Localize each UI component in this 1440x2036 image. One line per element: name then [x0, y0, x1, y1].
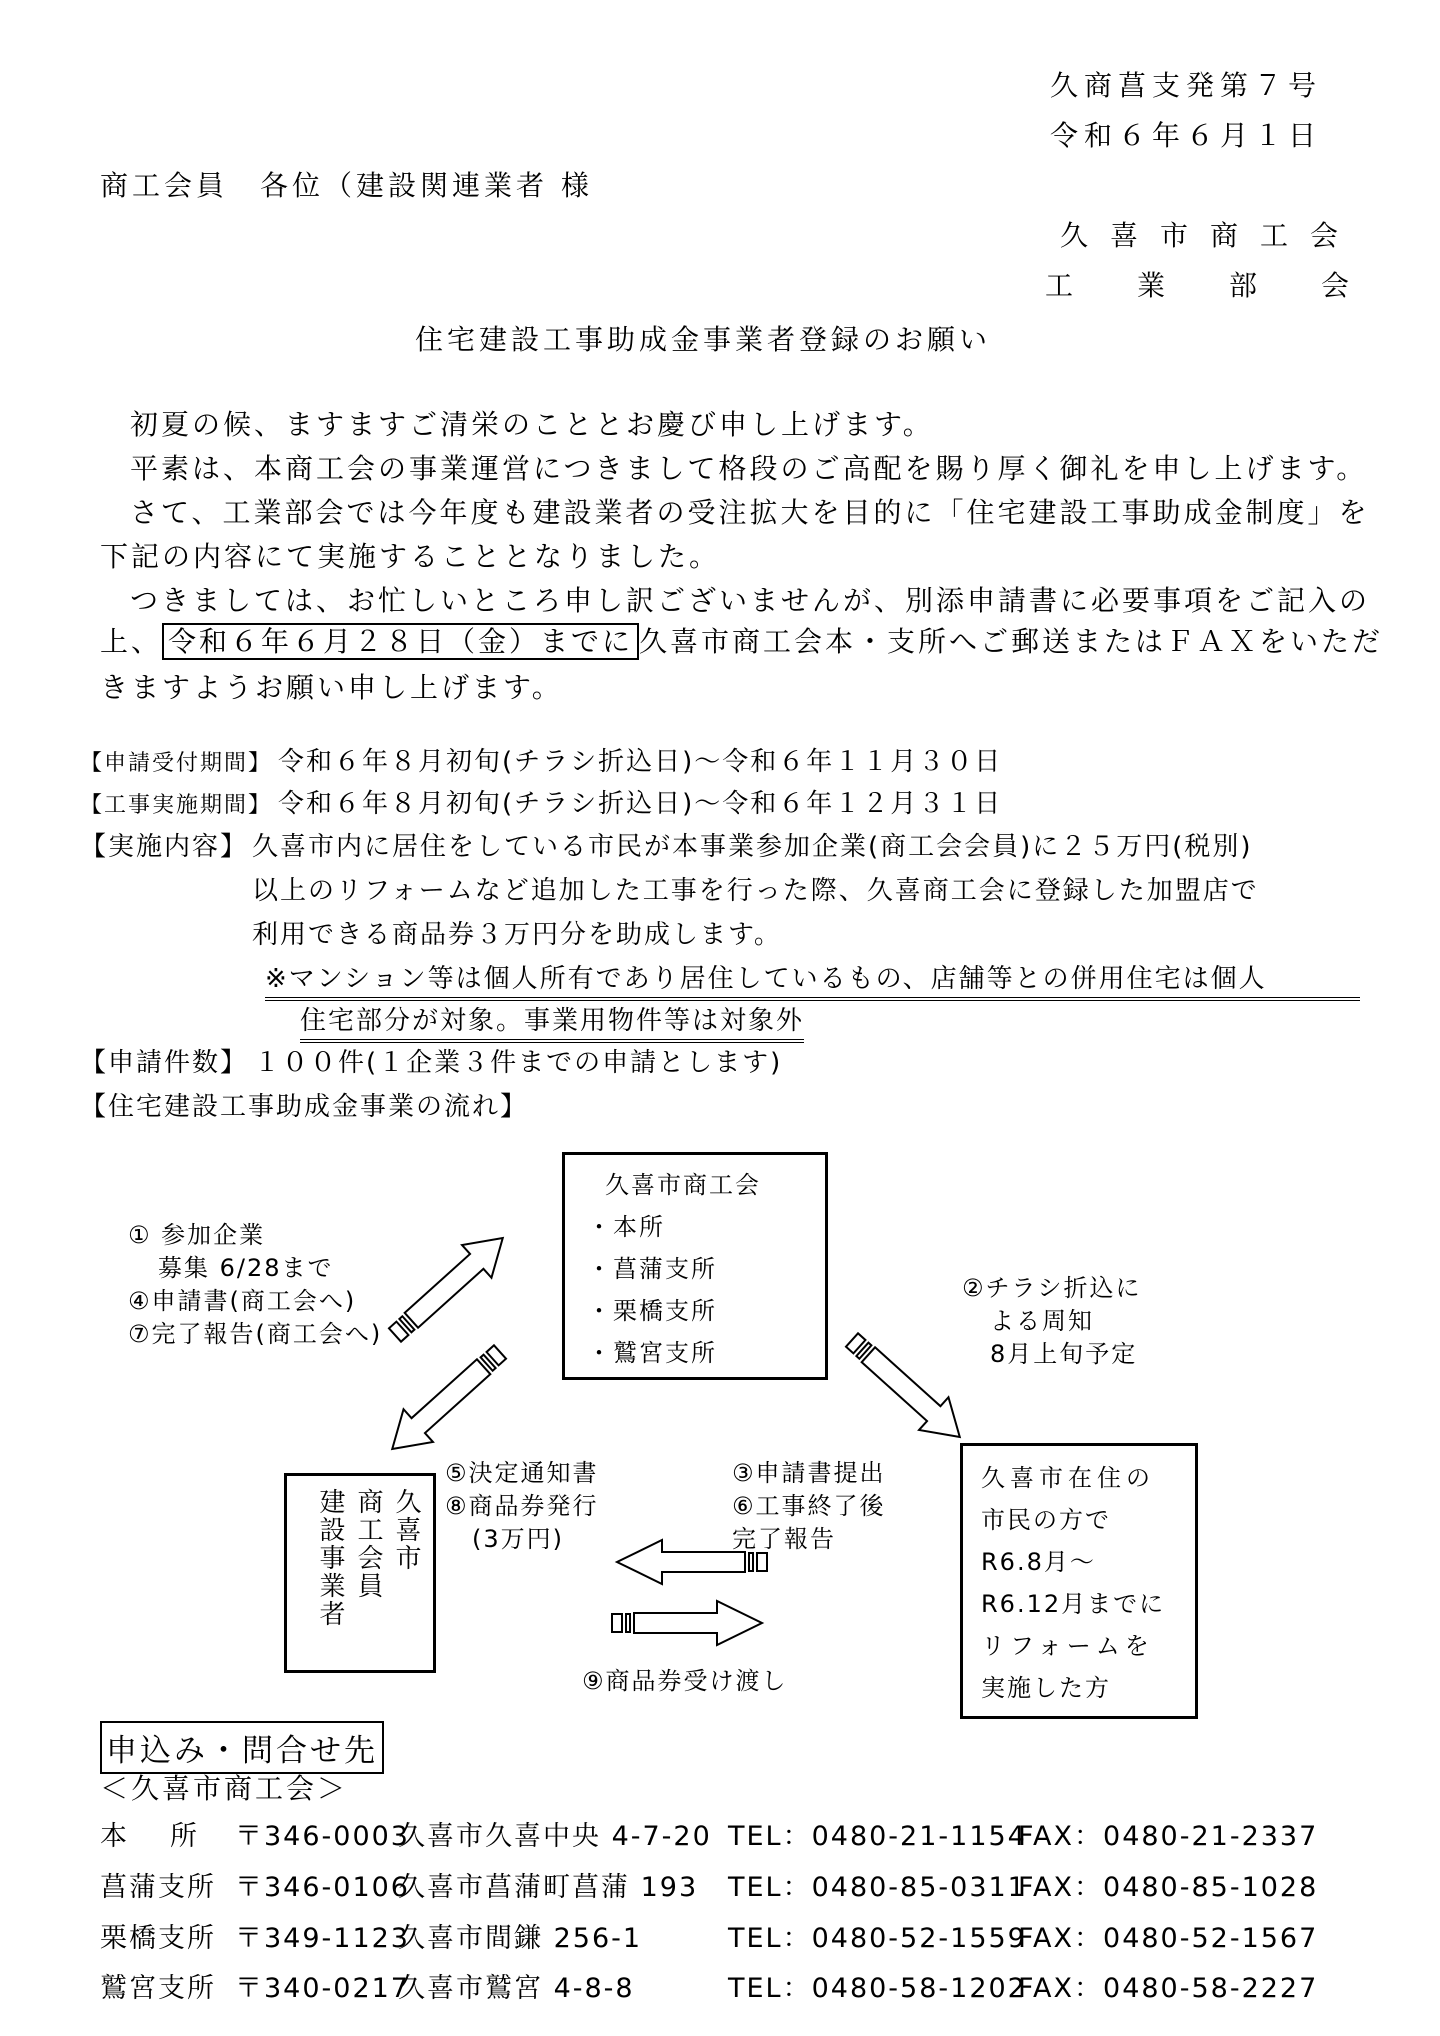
step-1b: 募集 6/28まで [158, 1254, 334, 1282]
right-box-line: 久喜市在住の [981, 1464, 1155, 1492]
body-paragraph-4: つきましては、お忙しいところ申し訳ございませんが、別添申請書に必要事項をご記入の [130, 584, 1371, 617]
step-1a: ① 参加企業 [128, 1221, 266, 1249]
contact-tel: TEL：0480-85-0311 [728, 1872, 1027, 1903]
step-9: ⑨商品券受け渡し [582, 1667, 788, 1695]
contact-row [100, 1916, 1318, 1955]
right-box-line: リフォームを [981, 1632, 1154, 1660]
body-p4-pre: 上、 [100, 625, 163, 658]
contact-row [100, 1814, 1318, 1853]
center-box-item: ・鷲宮支所 [587, 1339, 717, 1367]
step-3: ③申請書提出 [732, 1459, 886, 1487]
sender-org: 久喜市商工会 [1060, 219, 1361, 252]
step-2c: 8月上旬予定 [990, 1340, 1138, 1368]
note-line-2: 住宅部分が対象。事業用物件等は対象外 [300, 1000, 804, 1043]
apply-period-label: 【申請受付期間】 [80, 751, 273, 776]
contact-tel: TEL：0480-52-1559 [728, 1923, 1027, 1954]
step-7: ⑦完了報告(商工会へ) [128, 1320, 383, 1348]
contact-postal: 〒346-0106 [235, 1872, 410, 1903]
left-box-col-2: 商工会員 [353, 1488, 383, 1600]
left-box-col-3: 建設事業者 [315, 1488, 345, 1628]
contact-org: ＜久喜市商工会＞ [100, 1772, 349, 1805]
body-p4-post: 久喜市商工会本・支所へご郵送またはＦＡＸをいただ [639, 625, 1384, 658]
contact-address: 久喜市菖蒲町菖蒲 193 [398, 1872, 699, 1903]
contact-fax: FAX：0480-85-1028 [1018, 1872, 1319, 1903]
body-paragraph-3: さて、工業部会では今年度も建設業者の受注拡大を目的に「住宅建設工事助成金制度」を [130, 496, 1370, 529]
arrow-left-icon [617, 1540, 767, 1584]
step-6: ⑥工事終了後 [732, 1492, 886, 1520]
contact-name: 本 所 [100, 1821, 205, 1852]
contact-address: 久喜市久喜中央 4-7-20 [398, 1821, 712, 1852]
contact-name: 菖蒲支所 [100, 1872, 216, 1903]
note-line-1: ※マンション等は個人所有であり居住しているもの、店舗等との併用住宅は個人 [265, 958, 1360, 1001]
contact-name: 栗橋支所 [100, 1923, 216, 1954]
body-paragraph-3-cont: 下記の内容にて実施することとなりました。 [100, 540, 721, 573]
contact-heading: 申込み・問合せ先 [100, 1721, 384, 1774]
contact-address: 久喜市間鎌 256-1 [398, 1923, 643, 1954]
contact-fax: FAX：0480-21-2337 [1018, 1821, 1319, 1852]
center-box-item: ・本所 [587, 1213, 665, 1241]
apply-period-value: 令和６年８月初旬(チラシ折込日)～令和６年１１月３０日 [278, 747, 1003, 777]
arrow-down-left-icon [378, 1336, 515, 1466]
step-2a: ②チラシ折込に [962, 1274, 1142, 1302]
right-box-line: R6.8月～ [981, 1548, 1096, 1576]
contact-tel: TEL：0480-58-1202 [728, 1973, 1027, 2004]
contact-fax: FAX：0480-58-2227 [1018, 1973, 1319, 2004]
step-8: ⑧商品券発行 [445, 1492, 599, 1520]
content-line-1: 久喜市内に居住をしている市民が本事業参加企業(商工会会員)に２５万円(税別) [252, 832, 1253, 862]
center-box-item: ・菖蒲支所 [587, 1255, 717, 1283]
contact-row [100, 1966, 1318, 2005]
arrow-down-right-icon [837, 1324, 974, 1454]
arrow-up-right-icon [380, 1222, 517, 1352]
step-2b: よる周知 [990, 1307, 1094, 1335]
left-box-col-1: 久喜市 [391, 1488, 421, 1572]
contact-tel: TEL：0480-21-1154 [728, 1821, 1027, 1852]
contact-fax: FAX：0480-52-1567 [1018, 1923, 1319, 1954]
work-period-label: 【工事実施期間】 [80, 793, 273, 818]
deadline-box: 令和６年６月２８日（金）までに [162, 623, 639, 660]
center-box-item: ・栗橋支所 [587, 1297, 717, 1325]
step-4: ④申請書(商工会へ) [128, 1287, 357, 1315]
step-8b: (3万円) [472, 1525, 564, 1553]
right-box-line: 実施した方 [981, 1674, 1111, 1702]
step-5: ⑤決定通知書 [445, 1459, 599, 1487]
arrow-right-icon [612, 1601, 762, 1645]
contact-address: 久喜市鷲宮 4-8-8 [398, 1973, 635, 2004]
body-paragraph-4-line3: きますようお願い申し上げます。 [100, 671, 563, 704]
contact-postal: 〒340-0217 [235, 1973, 410, 2004]
center-box-title: 久喜市商工会 [605, 1171, 761, 1199]
contact-postal: 〒349-1123 [235, 1923, 410, 1954]
recipient: 商工会員 各位（建設関連業者 様 [100, 169, 593, 202]
content-line-3: 利用できる商品券３万円分を助成します。 [252, 920, 782, 950]
right-box-line: R6.12月までに [981, 1590, 1166, 1618]
flow-heading: 【住宅建設工事助成金事業の流れ】 [80, 1092, 529, 1122]
body-paragraph-1: 初夏の候、ますますご清栄のこととお慶び申し上げます。 [130, 408, 934, 441]
doc-date: 令和６年６月１日 [1050, 119, 1323, 152]
body-paragraph-2: 平素は、本商工会の事業運営につきまして格段のご高配を賜り厚く御礼を申し上げます。 [130, 452, 1368, 485]
sender-dept: 工業部会 [1045, 269, 1414, 302]
doc-number: 久商菖支発第７号 [1050, 69, 1323, 102]
work-period-value: 令和６年８月初旬(チラシ折込日)～令和６年１２月３１日 [278, 789, 1003, 819]
step-6b: 完了報告 [732, 1525, 836, 1553]
count-value: １００件(１企業３件までの申請とします) [254, 1048, 783, 1078]
contact-row [100, 1865, 1318, 1904]
contact-name: 鷲宮支所 [100, 1973, 216, 2004]
content-line-2: 以上のリフォームなど追加した工事を行った際、久喜商工会に登録した加盟店で [252, 876, 1259, 906]
right-box-line: 市民の方で [981, 1506, 1111, 1534]
content-label: 【実施内容】 [80, 832, 249, 862]
page-title: 住宅建設工事助成金事業者登録のお願い [415, 323, 992, 356]
contact-postal: 〒346-0003 [235, 1821, 410, 1852]
count-label: 【申請件数】 [80, 1048, 249, 1078]
